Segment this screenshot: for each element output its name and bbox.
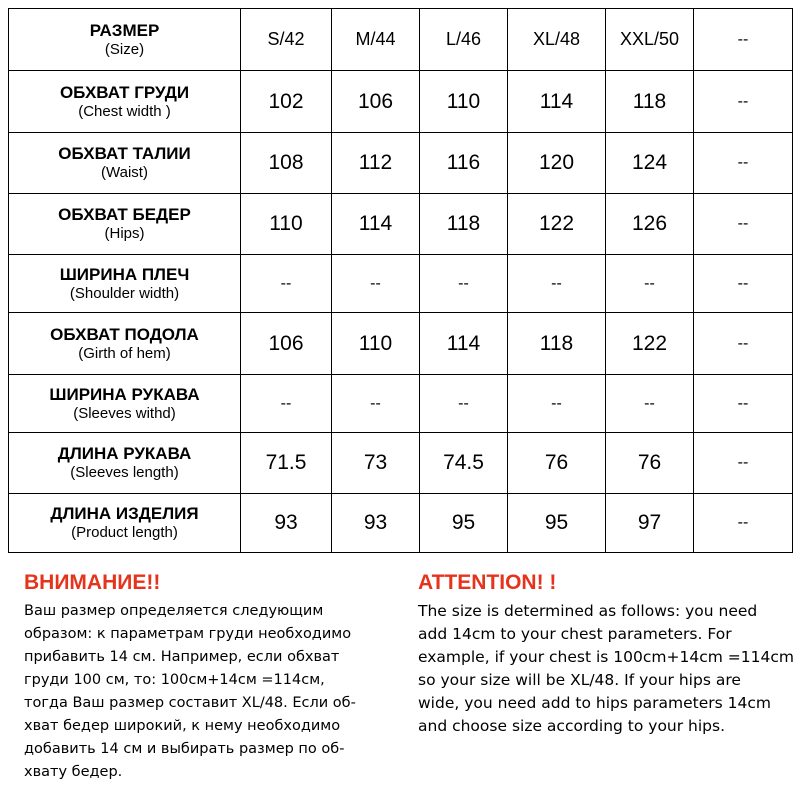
size-column-m44: M/44 — [332, 9, 420, 71]
value-cell: 73 — [332, 433, 420, 494]
attention-note-en — [418, 570, 800, 738]
row-label — [9, 375, 241, 433]
value-cell: -- — [332, 375, 420, 433]
value-cell: 122 — [508, 194, 606, 255]
row-label — [9, 433, 241, 494]
note-line: хват бедер широкий, к нему необходимо — [24, 718, 341, 734]
value-cell: -- — [694, 71, 793, 133]
value-cell: -- — [420, 255, 508, 313]
size-header-ru: РАЗМЕР — [89, 20, 160, 40]
value-cell: 114 — [508, 71, 606, 133]
row-label — [9, 255, 241, 313]
value-cell: 118 — [508, 313, 606, 375]
row-label-en: (Shoulder width) — [69, 284, 180, 302]
size-header-cell — [9, 9, 241, 71]
value-cell: -- — [694, 375, 793, 433]
row-label-en: (Sleeves length) — [70, 464, 179, 481]
note-line: example, if your chest is 100cm+14cm =114cm — [418, 648, 794, 666]
row-label-en: (Hips) — [104, 225, 145, 242]
note-line: The size is determined as follows: you need — [418, 602, 758, 620]
row-label — [9, 494, 241, 553]
row-label-ru: ШИРИНА РУКАВА — [49, 384, 200, 404]
row-label-ru: ШИРИНА ПЛЕЧ — [59, 264, 190, 284]
note-line: хвату бедер. — [24, 764, 123, 780]
row-hem-girth — [9, 313, 793, 375]
row-label — [9, 133, 241, 194]
row-label-en: (Product length) — [71, 524, 178, 541]
row-label-ru: ОБХВАТ ТАЛИИ — [58, 144, 191, 163]
row-label-en: (Waist) — [101, 164, 148, 181]
value-cell: 106 — [241, 313, 332, 375]
note-line: wide, you need add to hips parameters 14cm — [418, 694, 772, 712]
value-cell: 110 — [420, 71, 508, 133]
value-cell: 114 — [332, 194, 420, 255]
value-cell: 118 — [606, 71, 694, 133]
row-sleeve-width — [9, 375, 793, 433]
value-cell: 74.5 — [420, 433, 508, 494]
value-cell: -- — [241, 375, 332, 433]
size-column-xxl50: XXL/50 — [606, 9, 694, 71]
row-label-en: (Girth of hem) — [78, 344, 171, 362]
size-chart-table — [8, 8, 793, 553]
value-cell: -- — [420, 375, 508, 433]
row-label — [9, 313, 241, 375]
value-cell: -- — [694, 133, 793, 194]
value-cell: 124 — [606, 133, 694, 194]
size-column-xl48: XL/48 — [508, 9, 606, 71]
note-line: груди 100 см, то: 100см+14см =114см, — [24, 672, 325, 688]
row-label — [9, 194, 241, 255]
value-cell: 122 — [606, 313, 694, 375]
row-label-en: (Sleeves withd) — [73, 404, 176, 422]
value-cell: 116 — [420, 133, 508, 194]
value-cell: 76 — [508, 433, 606, 494]
value-cell: -- — [332, 255, 420, 313]
value-cell: -- — [694, 194, 793, 255]
value-cell: 118 — [420, 194, 508, 255]
row-label-ru: ОБХВАТ ПОДОЛА — [50, 324, 199, 344]
value-cell: -- — [606, 255, 694, 313]
row-label — [9, 71, 241, 133]
row-sleeve-length — [9, 433, 793, 494]
value-cell: -- — [694, 255, 793, 313]
attention-note-ru — [24, 570, 414, 784]
note-line: тогда Ваш размер составит XL/48. Если об- — [24, 695, 356, 711]
value-cell: 93 — [241, 494, 332, 553]
row-waist — [9, 133, 793, 194]
value-cell: 108 — [241, 133, 332, 194]
value-cell: 110 — [241, 194, 332, 255]
value-cell: -- — [508, 255, 606, 313]
row-product-length — [9, 494, 793, 553]
value-cell: -- — [694, 433, 793, 494]
note-line: Ваш размер определяется следующим — [24, 603, 324, 619]
size-column-s42: S/42 — [241, 9, 332, 71]
value-cell: -- — [241, 255, 332, 313]
header-row — [9, 9, 793, 71]
row-label-ru: ДЛИНА ИЗДЕЛИЯ — [50, 504, 199, 523]
value-cell: -- — [508, 375, 606, 433]
size-column-empty: -- — [694, 9, 793, 71]
row-hips — [9, 194, 793, 255]
value-cell: 110 — [332, 313, 420, 375]
value-cell: -- — [606, 375, 694, 433]
value-cell: -- — [694, 313, 793, 375]
row-label-en: (Chest width ) — [78, 102, 171, 120]
value-cell: 112 — [332, 133, 420, 194]
row-label-ru: ОБХВАТ БЕДЕР — [58, 205, 191, 224]
value-cell: 102 — [241, 71, 332, 133]
value-cell: 114 — [420, 313, 508, 375]
note-line: прибавить 14 см. Например, если обхват — [24, 649, 340, 665]
value-cell: 120 — [508, 133, 606, 194]
value-cell: 95 — [420, 494, 508, 553]
value-cell: 95 — [508, 494, 606, 553]
attention-body-ru — [24, 600, 414, 784]
size-column-l46: L/46 — [420, 9, 508, 71]
value-cell: 97 — [606, 494, 694, 553]
row-shoulder-width — [9, 255, 793, 313]
row-label-ru: ДЛИНА РУКАВА — [57, 444, 192, 463]
value-cell: 71.5 — [241, 433, 332, 494]
value-cell: 93 — [332, 494, 420, 553]
attention-title-en: ATTENTION! ! — [418, 571, 557, 594]
row-label-ru: ОБХВАТ ГРУДИ — [59, 82, 190, 102]
value-cell: 106 — [332, 71, 420, 133]
value-cell: 126 — [606, 194, 694, 255]
note-line: so your size will be XL/48. If your hips are — [418, 671, 741, 689]
note-line: образом: к параметрам груди необходимо — [24, 626, 352, 642]
size-header-en: (Size) — [104, 40, 145, 58]
attention-body-en — [418, 600, 800, 738]
note-line: добавить 14 см и выбирать размер по об- — [24, 741, 345, 757]
value-cell: -- — [694, 494, 793, 553]
value-cell: 76 — [606, 433, 694, 494]
note-line: and choose size according to your hips. — [418, 717, 726, 735]
row-chest-width — [9, 71, 793, 133]
note-line: add 14cm to your chest parameters. For — [418, 625, 732, 643]
attention-title-ru: ВНИМАНИЕ!! — [24, 571, 161, 594]
